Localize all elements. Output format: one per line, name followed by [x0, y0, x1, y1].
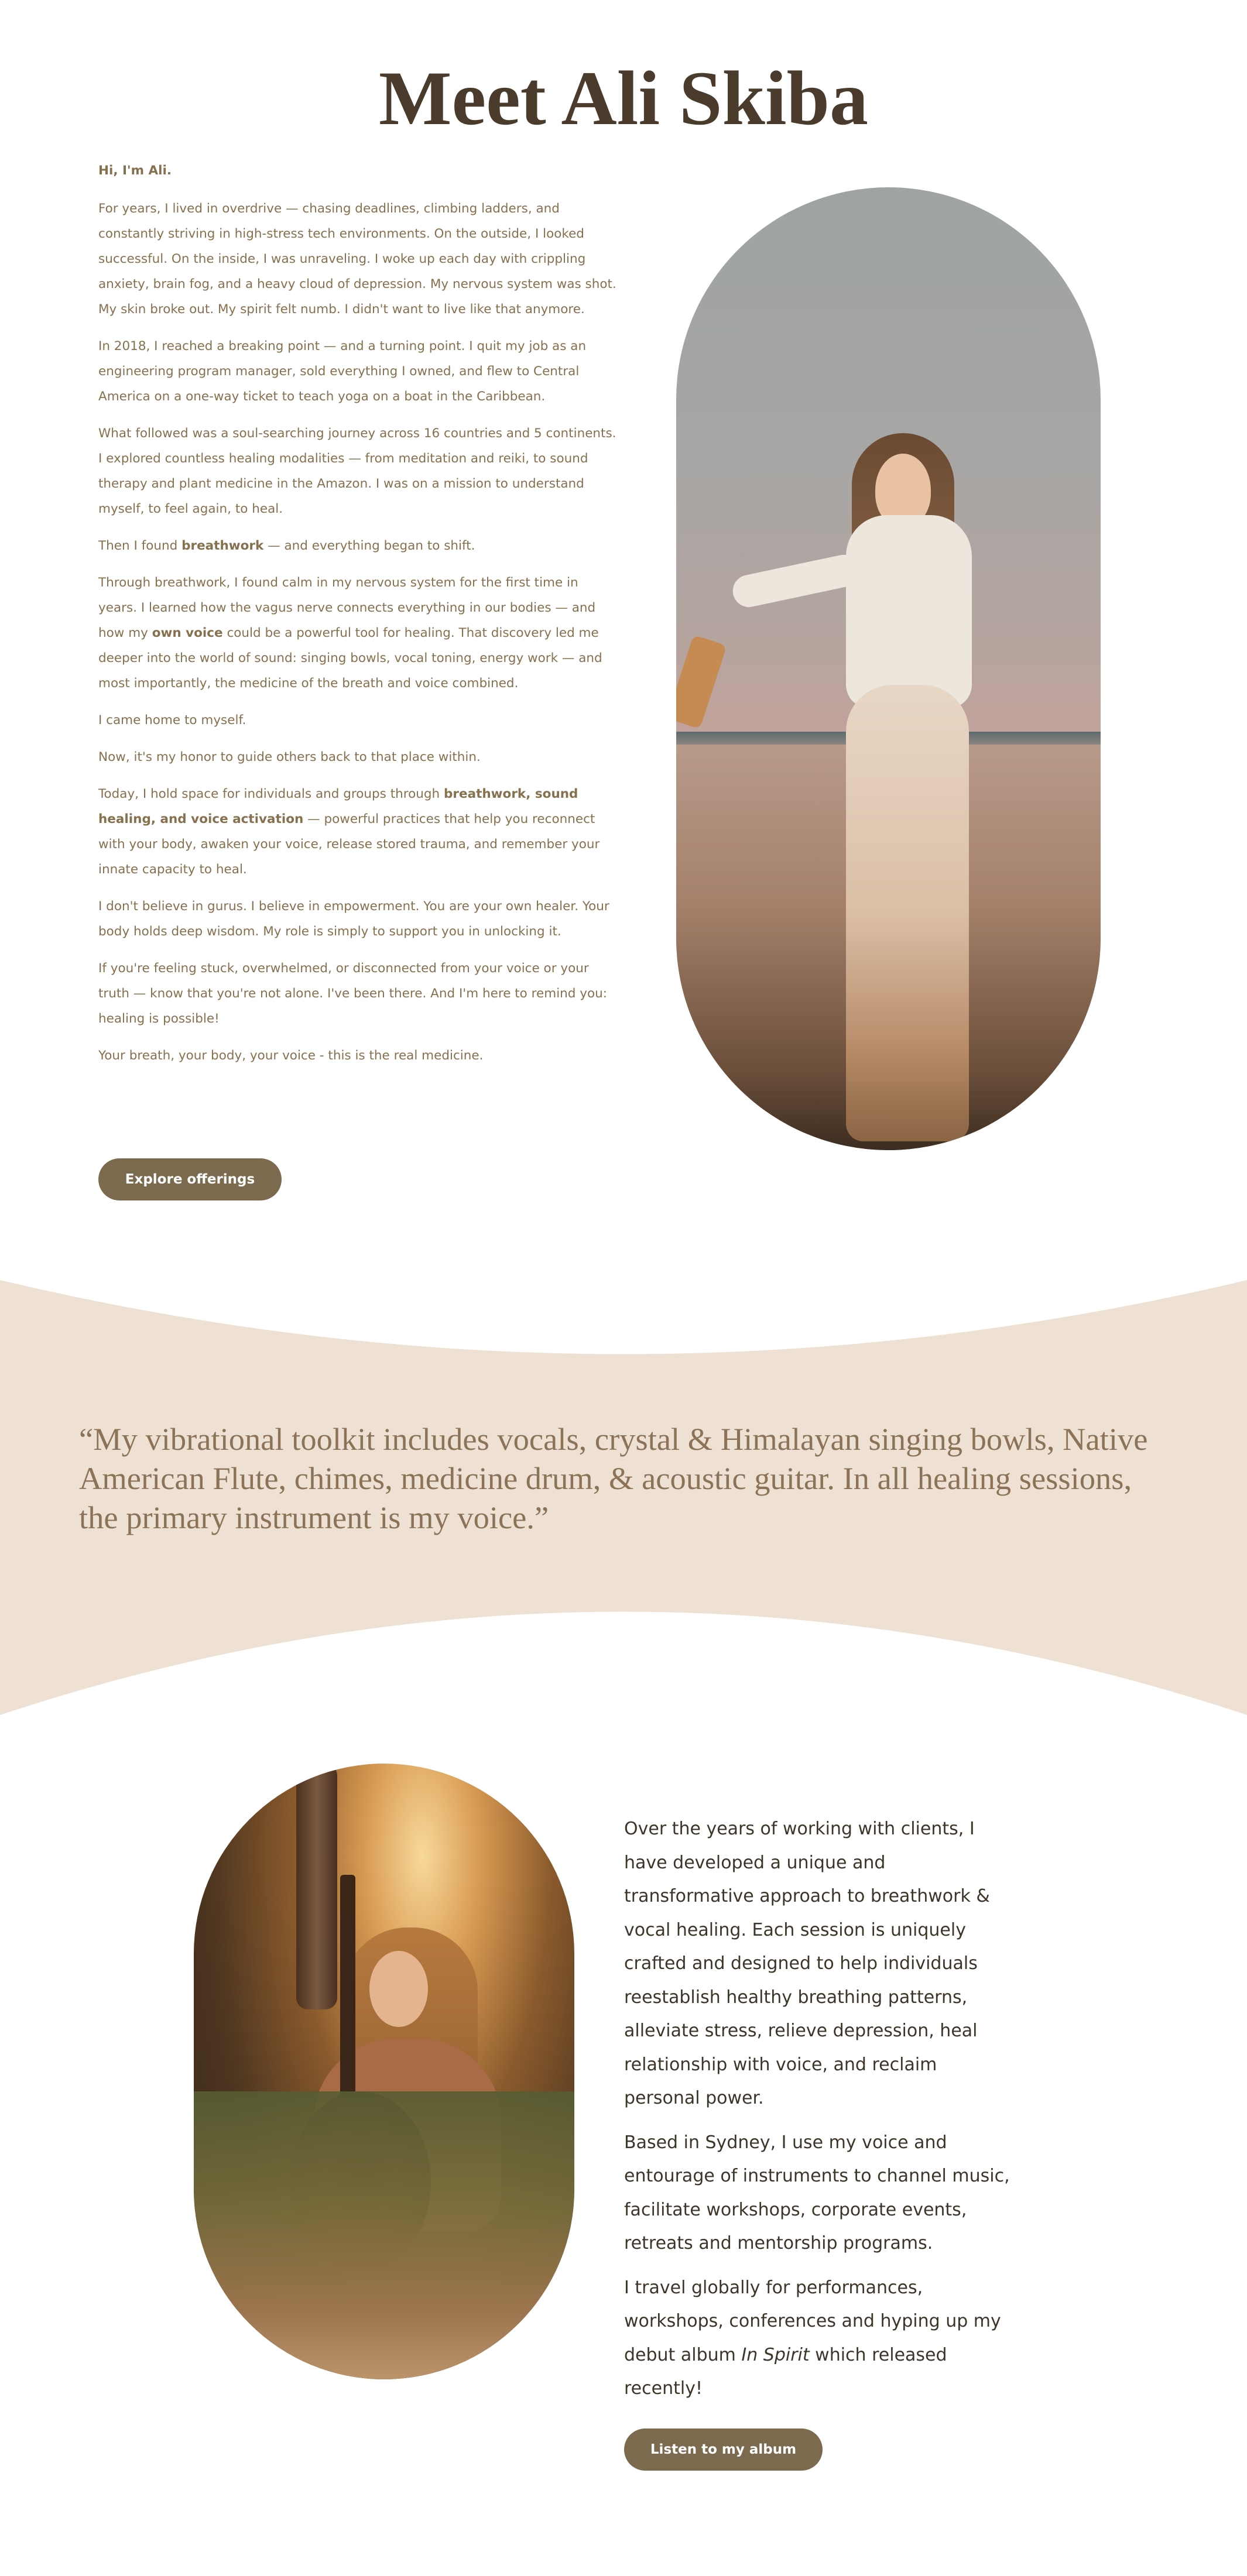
guitar-portrait-photo	[194, 1764, 574, 2379]
intro-paragraph: Your breath, your body, your voice - this is the real medicine.	[98, 1048, 484, 1063]
photo-figure-arm	[730, 552, 863, 610]
intro-paragraph: In 2018, I reached a breaking point — and a turning point. I quit my job as an engineering program manager, sold everything I owned, and flew to Central America on a one-way ticket to teach yoga on a boat in the Caribbean.	[98, 339, 587, 404]
chime-instrument	[676, 634, 727, 729]
intro-paragraph: I don't believe in gurus. I believe in empowerment. You are your own healer. Your body holds deep wisdom. My role is simply to support you in unlocking it.	[98, 899, 609, 939]
toolkit-quote: “My vibrational toolkit includes vocals, crystal & Himalayan singing bowls, Native American Flute, chimes, medicine drum, & acoustic guitar. In all healing sessions, the primary instrument is my voice.”	[79, 1421, 1148, 1535]
photo-figure-top	[846, 515, 972, 708]
story-paragraph: I travel globally for performances, workshops, conferences and hyping up my debut album In Spirit which released recently!	[624, 2277, 1001, 2399]
intro-paragraph: If you're feeling stuck, overwhelmed, or disconnected from your voice or your truth — know that you're not alone. I've been there. And I'm here to remind you: healing is possible!	[98, 961, 608, 1026]
intro-paragraph: Today, I hold space for individuals and groups through breathwork, sound healing, and voice activation — powerful practices that help you reconnect with your body, awaken your voice, release stored trauma, and remember your innate capacity to heal.	[98, 787, 600, 877]
beach-portrait-photo	[676, 187, 1101, 1150]
guitar-neck	[340, 1875, 355, 2121]
listen-album-button[interactable]: Listen to my album	[624, 2428, 823, 2471]
intro-paragraph: Now, it's my honor to guide others back to that place within.	[98, 750, 481, 764]
explore-offerings-button[interactable]: Explore offerings	[98, 1158, 282, 1200]
photo-tree-trunk	[296, 1764, 337, 2009]
story-text	[624, 1812, 1010, 2416]
story-paragraph: Over the years of working with clients, I have developed a unique and transformative approach to breathwork & vocal healing. Each session is uniquely crafted and designed to help individuals reestablish healthy breathing patterns, alleviate stress, relieve depression, heal relationship with voice, and reclaim personal power.	[624, 1819, 990, 2108]
story-paragraph: Based in Sydney, I use my voice and entourage of instruments to channel music, facilitate workshops, corporate events, retreats and mentorship programs.	[624, 2132, 1010, 2253]
album-title: In Spirit	[741, 2344, 810, 2365]
intro-text	[98, 158, 621, 1080]
photo-figure-face	[369, 1951, 428, 2027]
intro-paragraph: Through breathwork, I found calm in my nervous system for the first time in years. I learned how the vagus nerve connects everything in our bodies — and how my own voice could be a powerful tool for healing. That discovery led me deeper into the world of sound: singing bowls, vocal toning, energy work — and most importantly, the medicine of the breath and voice combined.	[98, 575, 602, 691]
photo-ferns	[194, 2091, 574, 2379]
intro-paragraph: For years, I lived in overdrive — chasing deadlines, climbing ladders, and constantly striving in high-stress tech environments. On the outside, I looked successful. On the inside, I was unraveling. I woke up each day with crippling anxiety, brain fog, and a heavy cloud of depression. My nervous system was shot. My skin broke out. My spirit felt numb. I didn't want to live like that anymore.	[98, 201, 616, 317]
greeting: Hi, I'm Ali.	[98, 163, 172, 178]
intro-paragraph: What followed was a soul-searching journey across 16 countries and 5 continents. I explored countless healing modalities — from meditation and reiki, to sound therapy and plant medicine in the Amazon. I was on a mission to understand myself, to feel again, to heal.	[98, 426, 616, 516]
page-title: Meet Ali Skiba	[378, 55, 869, 141]
photo-figure-dress	[846, 685, 969, 1141]
intro-paragraph: Then I found breathwork — and everything began to shift.	[98, 538, 475, 553]
intro-paragraph: I came home to myself.	[98, 713, 246, 728]
